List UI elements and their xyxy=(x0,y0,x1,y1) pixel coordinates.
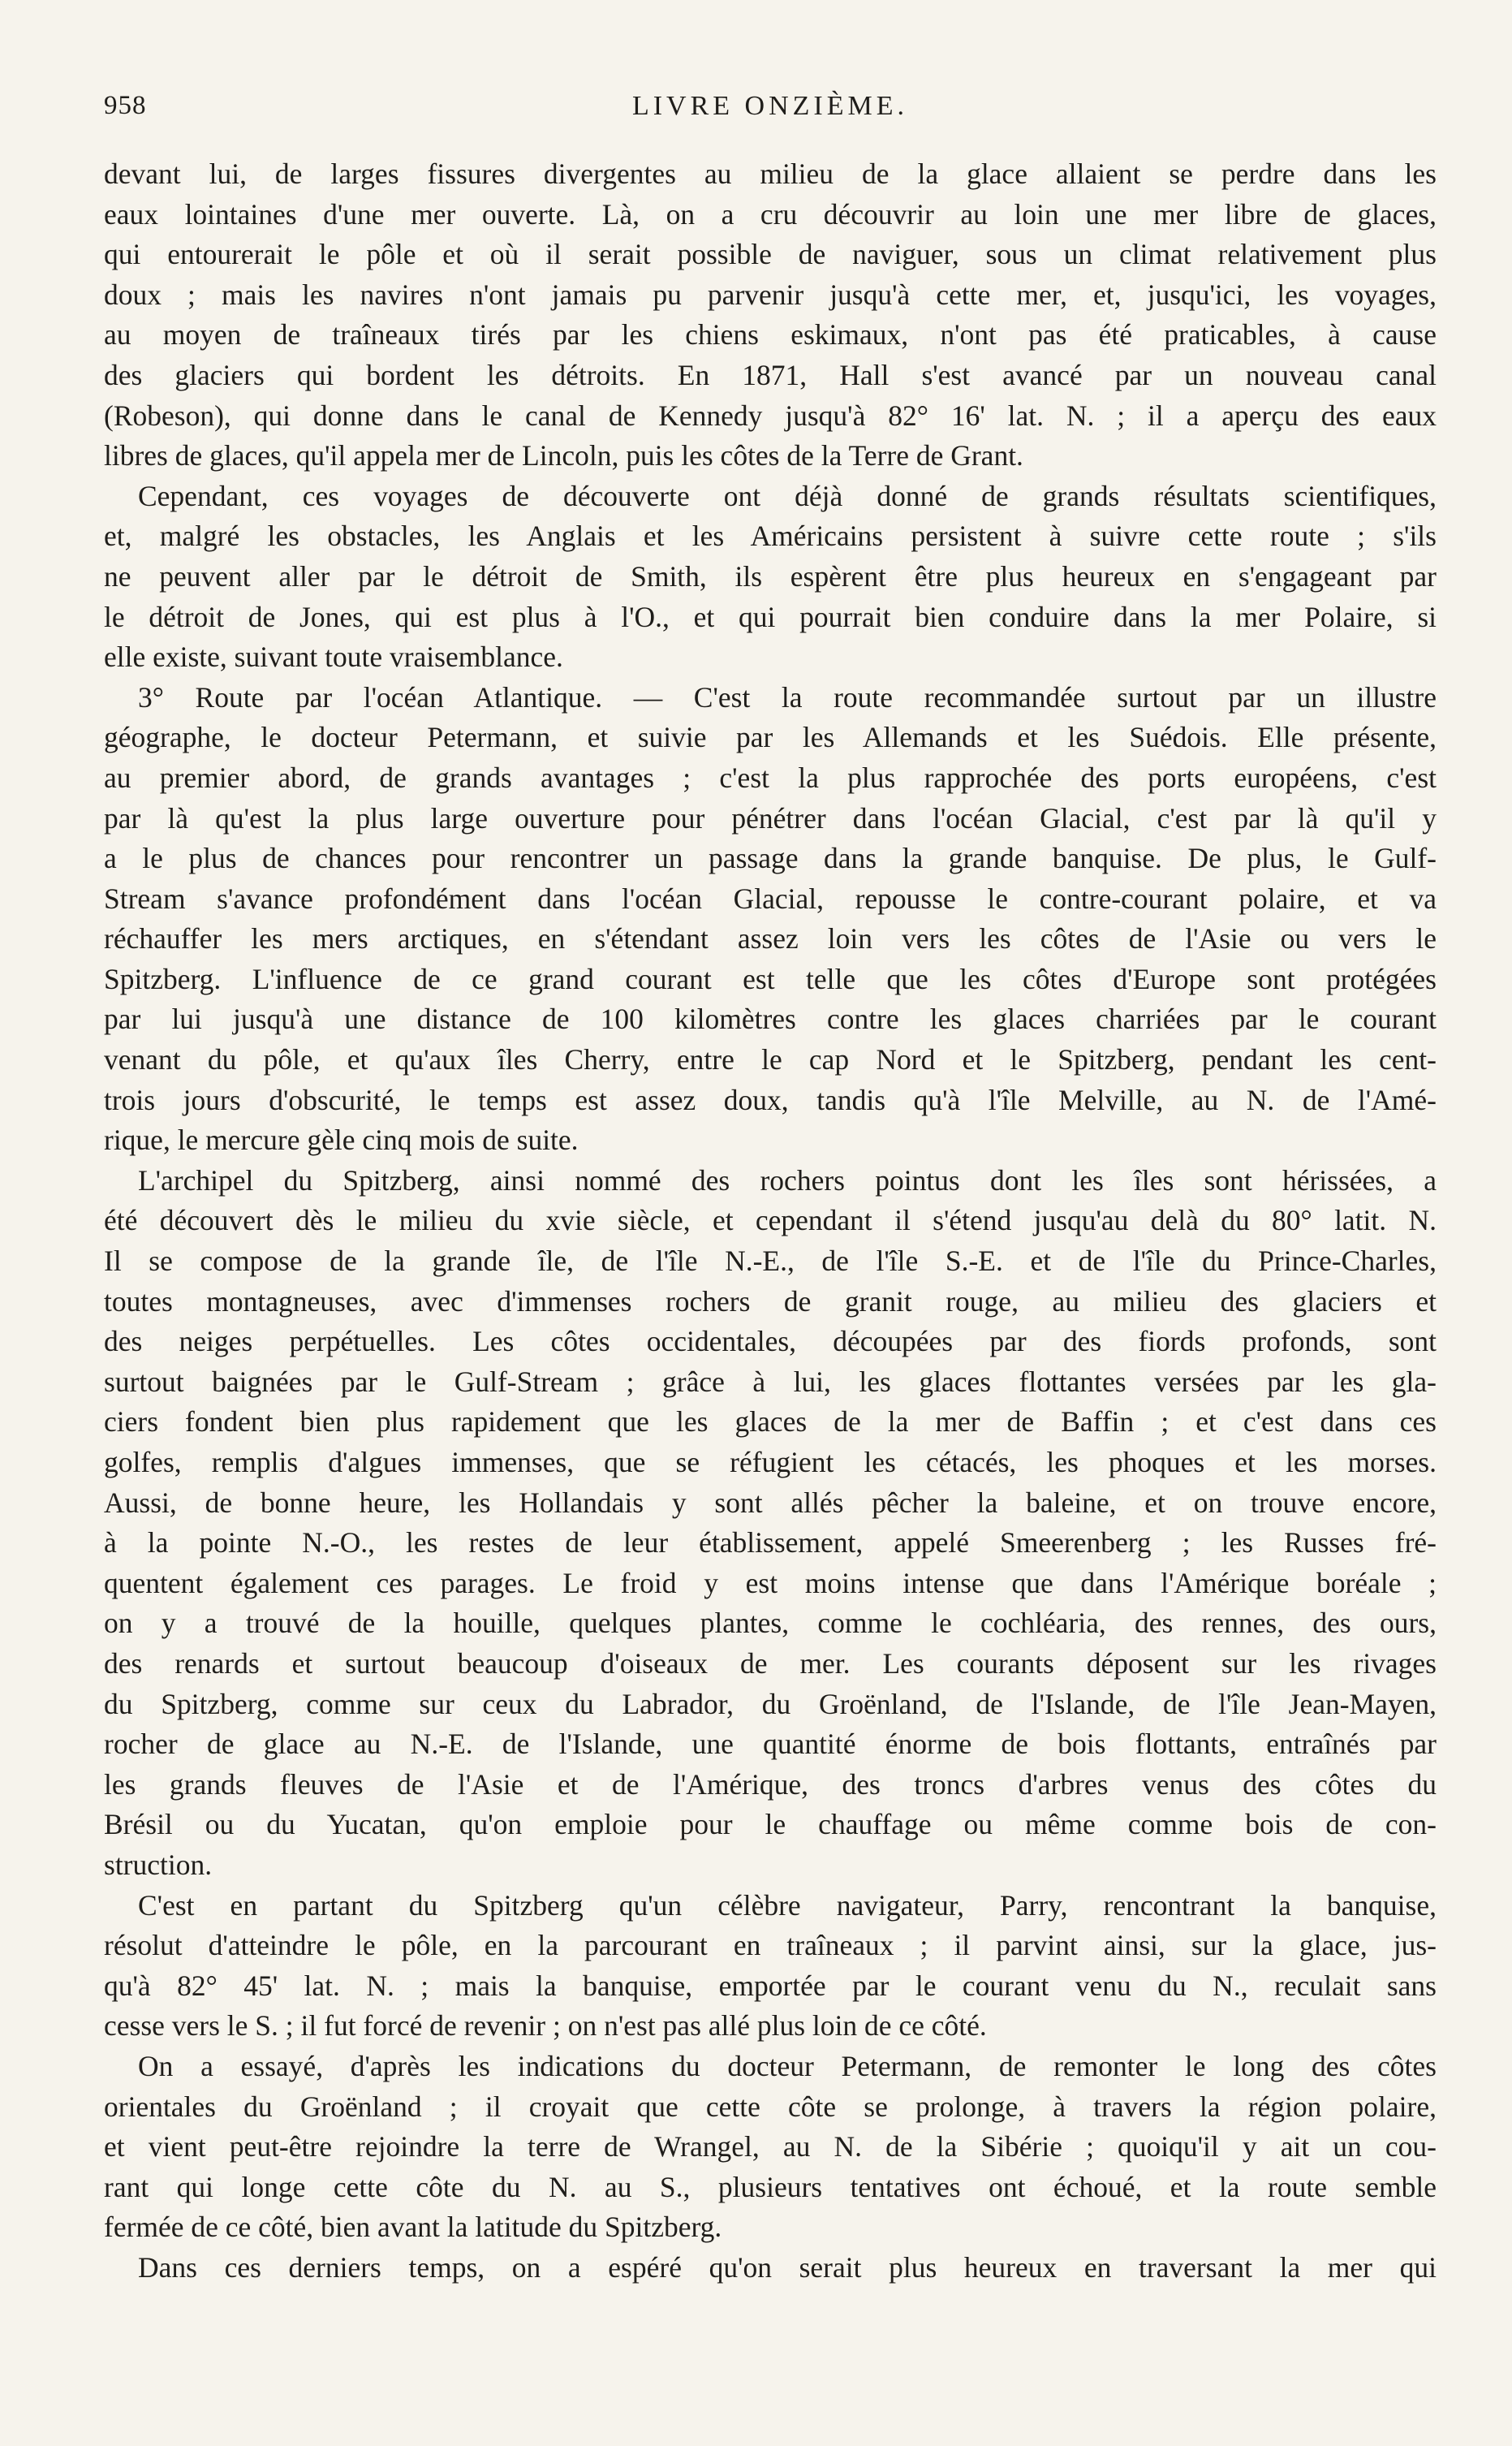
text-line: devant lui, de larges fissures divergentes au milieu de la glace allaient se perdre dans les xyxy=(104,157,1437,190)
text-line: golfes, remplis d'algues immenses, que se réfugient les cétacés, les phoques et les morses. xyxy=(104,1446,1437,1478)
body-text xyxy=(104,154,1437,2288)
text-line: qui entourerait le pôle et où il serait possible de naviguer, sous un climat relativement plus xyxy=(104,238,1437,271)
paragraph-start-line: Dans ces derniers temps, on a espéré qu'on serait plus heureux en traversant la mer qui xyxy=(138,2250,1437,2284)
paragraph-start-line: 3° Route par l'océan Atlantique. — C'est la route recommandée surtout par un illustre xyxy=(138,680,1437,714)
paragraph-start-line: Cependant, ces voyages de découverte ont déjà donné de grands résultats scientifiques, xyxy=(138,479,1437,512)
text-line: et vient peut-être rejoindre la terre de Wrangel, au N. de la Sibérie ; quoiqu'il y ait un cou- xyxy=(104,2130,1437,2163)
text-line: les grands fleuves de l'Asie et de l'Amérique, des troncs d'arbres venus des côtes du xyxy=(104,1767,1437,1801)
text-line: venant du pôle, et qu'aux îles Cherry, entre le cap Nord et le Spitzberg, pendant les cent- xyxy=(104,1043,1437,1076)
text-line: fermée de ce côté, bien avant la latitude du Spitzberg. xyxy=(104,2211,722,2244)
text-line: des renards et surtout beaucoup d'oiseaux de mer. Les courants déposent sur les rivages xyxy=(104,1646,1437,1680)
text-line: Il se compose de la grande île, de l'île N.-E., de l'île S.-E. et de l'île du Prince-Charles, xyxy=(104,1245,1437,1278)
text-line: par lui jusqu'à une distance de 100 kilomètres contre les glaces charriées par le courant xyxy=(104,1003,1437,1036)
text-line: réchauffer les mers arctiques, en s'étendant assez loin vers les côtes de l'Asie ou vers le xyxy=(104,922,1437,956)
text-line: été découvert dès le milieu du xvie siècle, et cependant il s'étend jusqu'au delà du 80° latit. N. xyxy=(104,1204,1437,1237)
text-line: on y a trouvé de la houille, quelques plantes, comme le cochléaria, des rennes, des ours, xyxy=(104,1607,1437,1640)
text-line: a le plus de chances pour rencontrer un passage dans la grande banquise. De plus, le Gulf- xyxy=(104,842,1437,875)
text-line: Spitzberg. L'influence de ce grand courant est telle que les côtes d'Europe sont protégées xyxy=(104,962,1437,995)
text-line: trois jours d'obscurité, le temps est assez doux, tandis qu'à l'île Melville, au N. de l'Amé- xyxy=(104,1083,1437,1116)
text-line: doux ; mais les navires n'ont jamais pu parvenir jusqu'à cette mer, et, jusqu'ici, les voyages, xyxy=(104,278,1437,311)
text-line: ne peuvent aller par le détroit de Smith, ils espèrent être plus heureux en s'engageant par xyxy=(104,559,1437,593)
text-line: géographe, le docteur Petermann, et suivie par les Allemands et les Suédois. Elle présente, xyxy=(104,721,1437,754)
text-line: rique, le mercure gèle cinq mois de suite. xyxy=(104,1124,579,1157)
text-line: Stream s'avance profondément dans l'océan Glacial, repousse le contre-courant polaire, et va xyxy=(104,882,1437,915)
text-line: struction. xyxy=(104,1848,213,1881)
text-line: Brésil ou du Yucatan, qu'on emploie pour le chauffage ou même comme bois de con- xyxy=(104,1808,1437,1841)
running-head: LIVRE ONZIÈME. xyxy=(631,91,909,121)
text-line: rant qui longe cette côte du N. au S., plusieurs tentatives ont échoué, et la route semble xyxy=(104,2170,1437,2203)
paragraph-start-line: C'est en partant du Spitzberg qu'un célèbre navigateur, Parry, rencontrant la banquise, xyxy=(138,1888,1437,1922)
text-line: quentent également ces parages. Le froid y est moins intense que dans l'Amérique boréale ; xyxy=(104,1566,1437,1599)
text-line: ciers fondent bien plus rapidement que les glaces de la mer de Baffin ; et c'est dans ces xyxy=(104,1405,1437,1439)
paragraph-start-line: On a essayé, d'après les indications du docteur Petermann, de remonter le long des côtes xyxy=(138,2049,1437,2082)
text-line: au moyen de traîneaux tirés par les chiens eskimaux, n'ont pas été praticables, à cause xyxy=(104,318,1437,352)
text-line: toutes montagneuses, avec d'immenses rochers de granit rouge, au milieu des glaciers et xyxy=(104,1284,1437,1318)
text-line: elle existe, suivant toute vraisemblance. xyxy=(104,641,563,674)
text-line: rocher de glace au N.-E. de l'Islande, une quantité énorme de bois flottants, entraînés par xyxy=(104,1728,1437,1761)
text-line: libres de glaces, qu'il appela mer de Lincoln, puis les côtes de la Terre de Grant. xyxy=(104,439,1023,472)
text-line: surtout baignées par le Gulf-Stream ; grâce à lui, les glaces flottantes versées par les gla- xyxy=(104,1365,1437,1398)
text-line: qu'à 82° 45' lat. N. ; mais la banquise, emportée par le courant venu du N., reculait sans xyxy=(104,1969,1437,2002)
text-line: par là qu'est la plus large ouverture pour pénétrer dans l'océan Glacial, c'est par là qu'il y xyxy=(104,801,1437,835)
text-line: au premier abord, de grands avantages ; c'est la plus rapprochée des ports européens, c'est xyxy=(104,761,1437,794)
text-line: à la pointe N.-O., les restes de leur établissement, appelé Smeerenberg ; les Russes fré- xyxy=(104,1526,1437,1559)
text-line: et, malgré les obstacles, les Anglais et les Américains persistent à suivre cette route ; s'ils xyxy=(104,520,1437,553)
text-line: orientales du Groënland ; il croyait que cette côte se prolonge, à travers la région polaire, xyxy=(104,2090,1437,2123)
text-line: résolut d'atteindre le pôle, en la parcourant en traîneaux ; il parvint ainsi, sur la glace, jus- xyxy=(104,1929,1437,1962)
page-header xyxy=(104,91,1437,132)
text-line: du Spitzberg, comme sur ceux du Labrador, du Groënland, de l'Islande, de l'île Jean-Mayen, xyxy=(104,1687,1437,1720)
text-line: (Robeson), qui donne dans le canal de Kennedy jusqu'à 82° 16' lat. N. ; il a aperçu des eaux xyxy=(104,399,1437,432)
text-line: eaux lointaines d'une mer ouverte. Là, on a cru découvrir au loin une mer libre de glaces, xyxy=(104,197,1437,231)
text-line: cesse vers le S. ; il fut forcé de revenir ; on n'est pas allé plus loin de ce côté. xyxy=(104,2009,987,2043)
page-number: 958 xyxy=(104,91,147,120)
text-line: Aussi, de bonne heure, les Hollandais y sont allés pêcher la baleine, et on trouve encore, xyxy=(104,1486,1437,1519)
text-line: le détroit de Jones, qui est plus à l'O., et qui pourrait bien conduire dans la mer Polaire, si xyxy=(104,600,1437,633)
text-line: des glaciers qui bordent les détroits. En 1871, Hall s'est avancé par un nouveau canal xyxy=(104,358,1437,391)
text-line: des neiges perpétuelles. Les côtes occidentales, découpées par des fiords profonds, sont xyxy=(104,1325,1437,1358)
paragraph-start-line: L'archipel du Spitzberg, ainsi nommé des rochers pointus dont les îles sont hérissées, a xyxy=(138,1163,1437,1197)
